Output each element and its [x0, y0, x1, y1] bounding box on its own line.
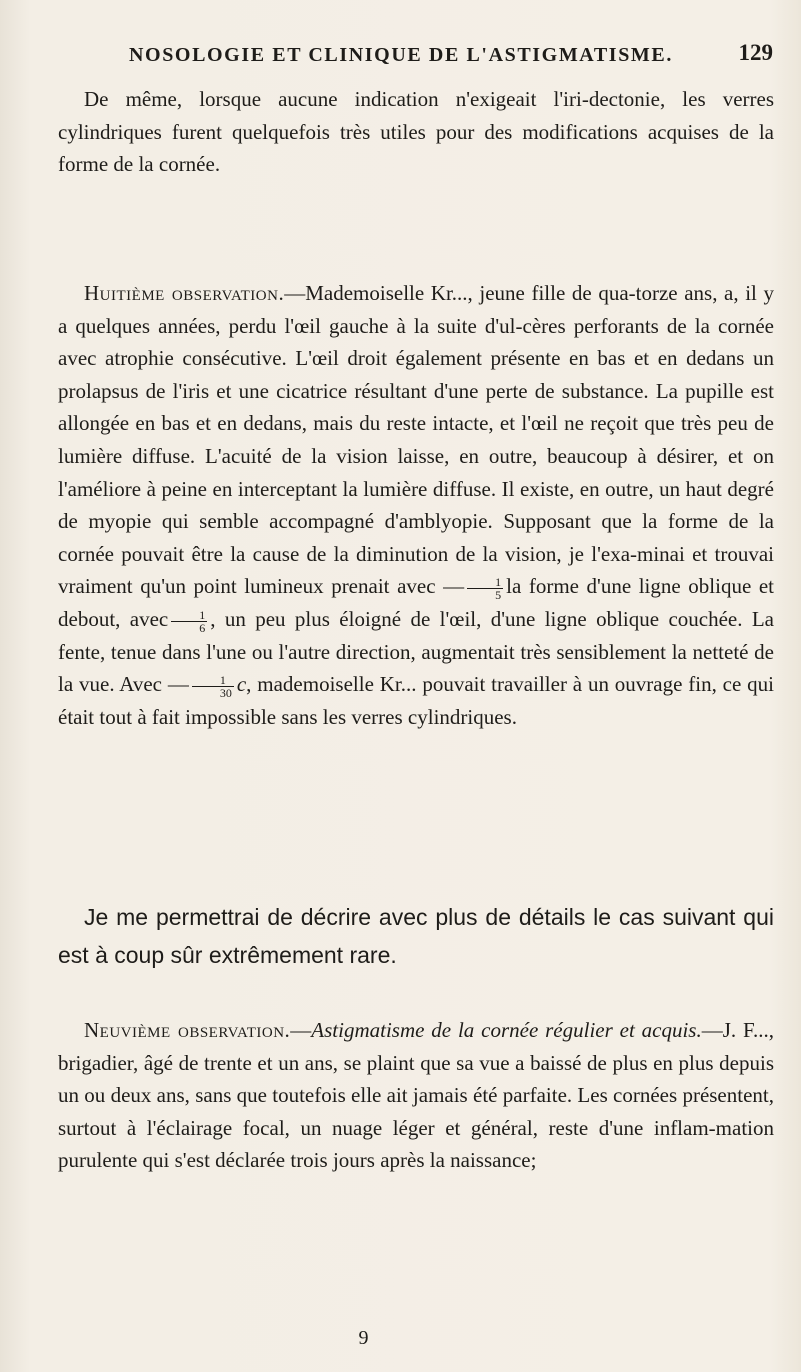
running-header — [129, 40, 773, 72]
folio-number: 9 — [358, 1327, 369, 1349]
fraction-denominator: 6 — [199, 620, 206, 635]
observation-8-text-b: la forme d'une ligne oblique et debout, avec — [58, 574, 774, 631]
observation-8 — [58, 277, 774, 733]
observation-9-dash: — — [290, 1018, 312, 1042]
observation-8-text-c: , un peu plus éloigné de l'œil, d'une ligne oblique couchée. La fente, tenue dans l'une ou l'autre direction, augmentait très sensiblement la netteté de la vue. Avec — — [58, 606, 774, 697]
fraction-denominator: 5 — [495, 588, 502, 603]
fraction-numerator: 1 — [171, 609, 207, 622]
fraction-denominator: 30 — [219, 685, 232, 700]
paragraph-3: Je me permettrai de décrire avec plus de détails le cas suivant qui est à coup sûr extrêmement rare. — [58, 904, 774, 968]
fraction-1-30 — [192, 674, 234, 699]
paragraph-1: De même, lorsque aucune indication n'exigeait l'iri-dectonie, les verres cylindriques furent quelquefois très utiles pour des modifications acquises de la forme de la cornée. — [58, 87, 774, 177]
observation-8-text-a: —Mademoiselle Kr..., jeune fille de qua-torze ans, a, il y a quelques années, perdu l'œil gauche à la suite d'ul-cères perforants de la cornée avec atrophie consécutive. L'œil droit également présente en bas et en dedans un prolapsus de l'iris et une cicatrice résultant d'une perte de substance. La pupille est allongée en bas et en dedans, mais du reste intacte, et l'œil ne reçoit que très peu de lumière diffuse. L'acuité de la vision laisse, en outre, beaucoup à désirer, et on l'améliore à peine en interceptant la lumière diffuse. Il existe, en outre, un haut degré de myopie qui semble accompagné d'amblyopie. Supposant que la forme de la cornée pouvait être la cause de la diminution de la vision, je l'exa-minai et trouvai vraiment qu'un point lumineux prenait avec — — [58, 281, 774, 599]
signature-folio — [0, 1327, 801, 1350]
observation-9-heading: Neuvième observation. — [84, 1018, 291, 1042]
observation-9-title: Astigmatisme de la cornée régulier et acquis. — [311, 1018, 702, 1042]
observation-9 — [58, 1014, 774, 1177]
observation-8-text-d: , mademoiselle Kr... pouvait travailler à un ouvrage fin, ce qui était tout à fait impossible sans les verres cylindriques. — [58, 672, 774, 729]
header-title: NOSOLOGIE ET CLINIQUE DE L'ASTIGMATISME. — [129, 44, 673, 66]
fraction-numerator: 1 — [192, 674, 234, 687]
observation-9-text: —J. F..., brigadier, âgé de trente et un ans, se plaint que sa vue a baissé de plus en plus depuis un ou deux ans, sans que toutefois elle ait jamais été parfaite. Les cornées présentent, surtout à l'éclairage focal, un nuage léger et général, reste d'une inflam-mation purulente qui s'est déclarée trois jours après la naissance; — [58, 1018, 775, 1173]
lens-letter-c: c — [236, 672, 247, 697]
fraction-1-6 — [171, 609, 207, 634]
fraction-1-5 — [467, 576, 503, 601]
fraction-numerator: 1 — [467, 576, 503, 589]
observation-8-heading: Huitième observation. — [84, 281, 285, 305]
page-number: 129 — [738, 40, 773, 65]
